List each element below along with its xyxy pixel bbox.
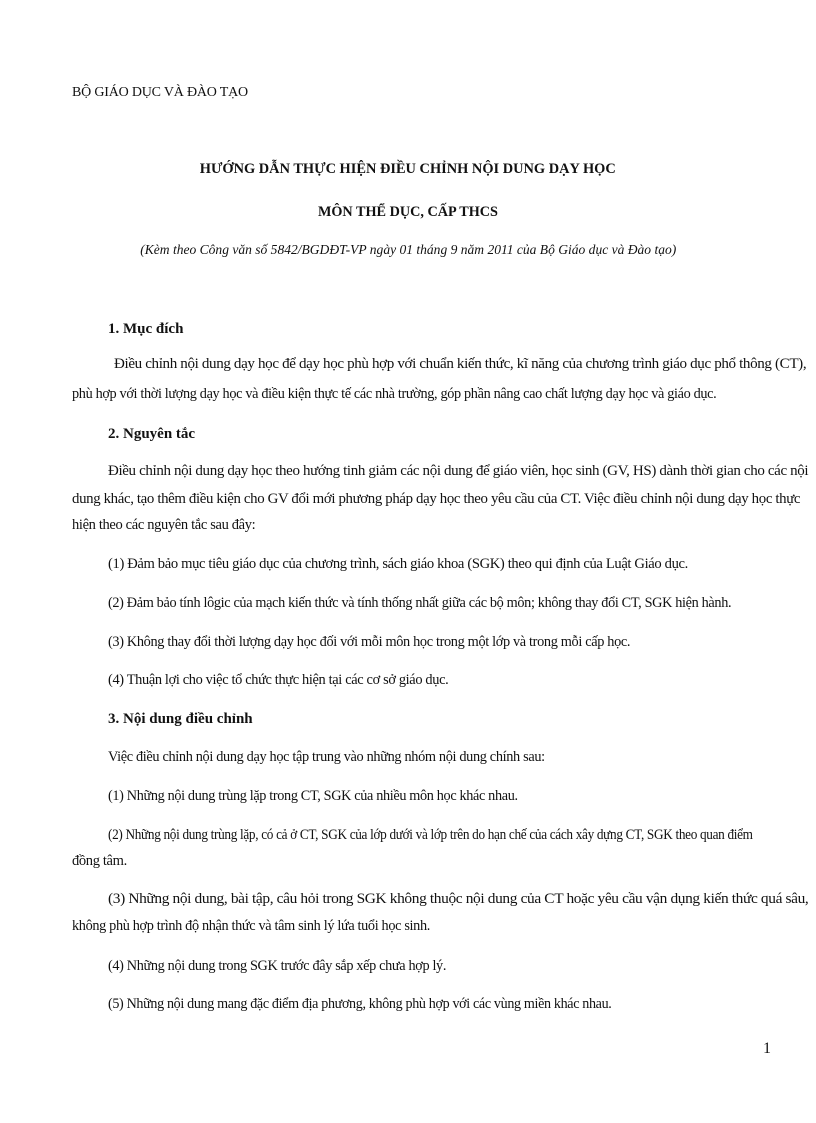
page-number: 1	[763, 1040, 771, 1057]
list-item: (3) Những nội dung, bài tập, câu hỏi trong SGK không thuộc nội dung của CT hoặc yêu cầu vận dụng kiến thức quá sâu,	[108, 891, 809, 907]
paragraph-line: Việc điều chỉnh nội dung dạy học tập trung vào những nhóm nội dung chính sau:	[108, 749, 545, 765]
paragraph-line: Điều chỉnh nội dung dạy học theo hướng tinh giảm các nội dung để giáo viên, học sinh (GV, HS) dành thời gian cho các nội	[108, 463, 809, 479]
document-reference: (Kèm theo Công văn số 5842/BGDĐT-VP ngày 01 tháng 9 năm 2011 của Bộ Giáo dục và Đào tạo)	[140, 243, 676, 258]
paragraph-line: dung khác, tạo thêm điều kiện cho GV đổi mới phương pháp dạy học theo yêu cầu của CT. Việc điều chỉnh nội dung dạy học thực	[72, 491, 801, 507]
list-item: (1) Đảm bảo mục tiêu giáo dục của chương trình, sách giáo khoa (SGK) theo qui định của Luật Giáo dục.	[108, 556, 688, 572]
paragraph-line: Điều chỉnh nội dung dạy học để dạy học phù hợp với chuẩn kiến thức, kĩ năng của chương trình giáo dục phổ thông (CT),	[114, 356, 807, 372]
section-3-heading: 3. Nội dung điều chỉnh	[108, 711, 253, 727]
list-item: (5) Những nội dung mang đặc điểm địa phương, không phù hợp với các vùng miền khác nhau.	[108, 996, 612, 1012]
document-subject: MÔN THỂ DỤC, CẤP THCS	[317, 204, 498, 220]
section-2-heading: 2. Nguyên tắc	[108, 426, 196, 442]
ministry-name: BỘ GIÁO DỤC VÀ ĐÀO TẠO	[72, 85, 248, 100]
list-item-continuation: không phù hợp trình độ nhận thức và tâm sinh lý lứa tuổi học sinh.	[72, 918, 430, 934]
list-item: (2) Đảm bảo tính lôgic của mạch kiến thức và tính thống nhất giữa các bộ môn; không thay đổi CT, SGK hiện hành.	[108, 595, 732, 611]
list-item: (3) Không thay đổi thời lượng dạy học đối với mỗi môn học trong một lớp và trong mỗi cấp học.	[108, 634, 631, 650]
paragraph-line: hiện theo các nguyên tắc sau đây:	[72, 517, 256, 533]
list-item: (2) Những nội dung trùng lặp, có cả ở CT, SGK của lớp dưới và lớp trên do hạn chế của cách xây dựng CT, SGK theo quan điểm	[108, 827, 753, 843]
list-item-continuation: đồng tâm.	[72, 853, 127, 869]
list-item: (4) Những nội dung trong SGK trước đây sắp xếp chưa hợp lý.	[108, 958, 447, 974]
list-item: (1) Những nội dung trùng lặp trong CT, SGK của nhiều môn học khác nhau.	[108, 788, 518, 804]
section-1-heading: 1. Mục đích	[108, 321, 184, 337]
document-title: HƯỚNG DẪN THỰC HIỆN ĐIỀU CHỈNH NỘI DUNG DẠY HỌC	[200, 161, 616, 177]
list-item: (4) Thuận lợi cho việc tổ chức thực hiện tại các cơ sở giáo dục.	[108, 672, 449, 688]
paragraph-line: phù hợp với thời lượng dạy học và điều kiện thực tế các nhà trường, góp phần nâng cao chất lượng dạy học và giáo dục.	[72, 386, 717, 402]
